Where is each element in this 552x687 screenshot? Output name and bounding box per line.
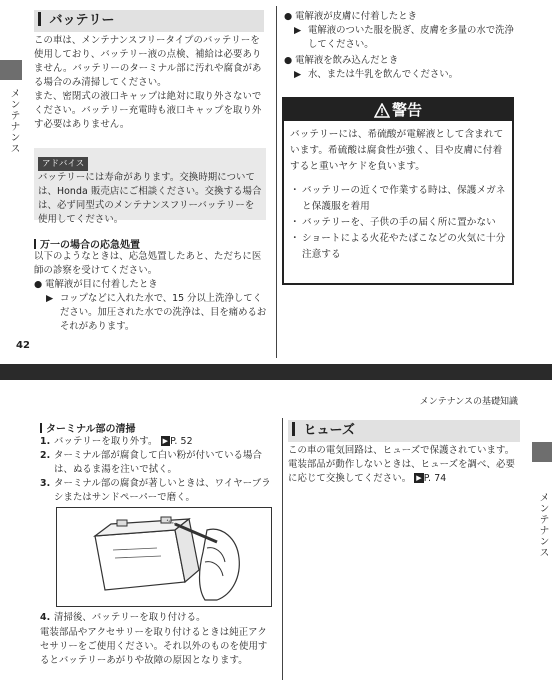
step-item: [40, 435, 272, 449]
page-ref-icon: ▶: [162, 437, 169, 445]
emergency-heading: 万一の場合の応急処置: [34, 236, 140, 251]
emergency-text: 以下のようなときは、応急処置したあと、ただちに医師の診察を受けてください。: [34, 251, 262, 276]
bullet-eye-action-text: コップなどに入れた水で、15 分以上洗浄してください。加圧された水での洗浄は、目を痛めるおそれがあります。: [60, 293, 267, 332]
side-tab-marker: [532, 442, 552, 462]
fuse-text-body: この車の電気回路は、ヒューズで保護されています。電装部品が動作しないときは、ヒューズを調べ、必要に応じて交換してください。: [288, 445, 515, 484]
step-text: バッテリーを取り外す。: [54, 436, 158, 447]
bullet-dot: ●: [284, 11, 296, 22]
warning-list: [290, 183, 506, 263]
warning-bullet: ・: [290, 185, 300, 196]
accessory-note: 電装部品やアクセサリーを取り付けるときは純正アクセサリーをご使用ください。それ以外のものを使用するとバッテリーあがりや故障の原因となります。: [40, 627, 268, 666]
step-ref[interactable]: P. 52: [170, 436, 193, 447]
battery-cap-note: また、密閉式の液口キャップは絶対に取り外さないでください。バッテリー充電時も液口キャップを取り外す必要はありません。: [34, 91, 262, 130]
warning-item-text: バッテリーを、子供の手の届く所に置かない: [302, 217, 496, 228]
page-ref-icon: ▶: [416, 474, 422, 482]
warning-header: [284, 99, 512, 121]
battery-illustration-graphic: [57, 508, 271, 606]
warning-box: [282, 97, 514, 285]
advice-box: [34, 148, 266, 225]
bullet-eye: [34, 278, 266, 292]
page-number: 42: [16, 340, 30, 351]
advice-tag: アドバイス: [38, 157, 88, 171]
step-item: [40, 477, 272, 505]
terminal-heading: ターミナル部の清掃: [40, 420, 136, 435]
step-number: 3.: [40, 478, 51, 489]
page-separator: [0, 364, 552, 380]
column-divider: [276, 6, 277, 358]
fuse-text: [288, 444, 520, 486]
warning-item-text: ショートによる火花やたばこなどの火気に十分注意する: [302, 233, 506, 260]
bullet-eye-action: [46, 292, 268, 334]
step-item: [40, 611, 272, 625]
bullet-swallow: [284, 54, 524, 68]
warning-item: [290, 231, 506, 263]
warning-bullet: ・: [290, 233, 300, 244]
warning-title: 警告: [391, 101, 422, 119]
side-tab-marker: [0, 60, 22, 80]
battery-intro: この車は、メンテナンスフリータイプのバッテリーを使用しており、バッテリー液の点検、補給は必要ありません。バッテリーのターミナル部に汚れや腐食がある場合のみ清掃してください。: [34, 35, 262, 88]
column-divider: [282, 418, 283, 680]
step-number: 1.: [40, 436, 51, 447]
bullet-skin-action-text: 電解液のついた服を脱ぎ、皮膚を多量の水で洗浄してください。: [308, 25, 514, 50]
battery-heading: [34, 10, 264, 32]
warning-icon: [374, 103, 390, 118]
bullet-dot: ●: [284, 55, 296, 66]
bullet-dot: ●: [34, 279, 46, 290]
step-text: ターミナル部の腐食が著しいときは、ワイヤーブラシまたはサンドペーパーで磨く。: [54, 478, 271, 503]
fuse-heading: [288, 420, 520, 442]
arrow-icon: ▶: [294, 25, 302, 36]
step-number: 2.: [40, 450, 51, 461]
warning-lead: バッテリーには、希硫酸が電解液として含まれています。希硫酸は腐食性が強く、目や皮膚に付着すると重いヤケドを負います。: [290, 129, 504, 172]
side-tab-label: メンテナンス: [8, 88, 19, 154]
bullet-swallow-action: [294, 68, 516, 82]
step-text: 清掃後、バッテリーを取り付ける。: [54, 612, 206, 623]
warning-item: [290, 183, 506, 215]
running-head: メンテナンスの基礎知識: [419, 397, 518, 407]
battery-brush-illustration: [56, 507, 272, 607]
bullet-skin-action: [294, 24, 516, 52]
advice-text: バッテリーには寿命があります。交換時期については、Honda 販売店にご相談ください。交換する場合は、必ず同型式のメンテナンスフリーバッテリーを使用してください。: [38, 172, 262, 225]
fuse-ref[interactable]: P. 74: [423, 473, 447, 484]
arrow-icon: ▶: [294, 69, 302, 80]
bullet-eye-label: 電解液が目に付着したとき: [45, 279, 158, 290]
warning-item-text: バッテリーの近くで作業する時は、保護メガネと保護服を着用: [302, 185, 506, 212]
step-item: [40, 449, 272, 477]
battery-heading-text: バッテリー: [49, 13, 115, 28]
fuse-heading-text: ヒューズ: [303, 423, 355, 438]
bullet-swallow-label: 電解液を飲み込んだとき: [295, 55, 399, 66]
warning-item: [290, 215, 506, 231]
step-text: ターミナル部が腐食して白い粉が付いている場合は、ぬるま湯を注いで拭く。: [54, 450, 262, 475]
bullet-skin: [284, 10, 524, 24]
arrow-icon: ▶: [46, 293, 54, 304]
step-number: 4.: [40, 612, 51, 623]
bullet-skin-label: 電解液が皮膚に付着したとき: [295, 11, 418, 22]
terminal-steps: [40, 435, 272, 505]
side-tab-label: メンテナンス: [537, 492, 548, 558]
warning-bullet: ・: [290, 217, 300, 228]
bullet-swallow-action-text: 水、または牛乳を飲んでください。: [308, 69, 459, 80]
